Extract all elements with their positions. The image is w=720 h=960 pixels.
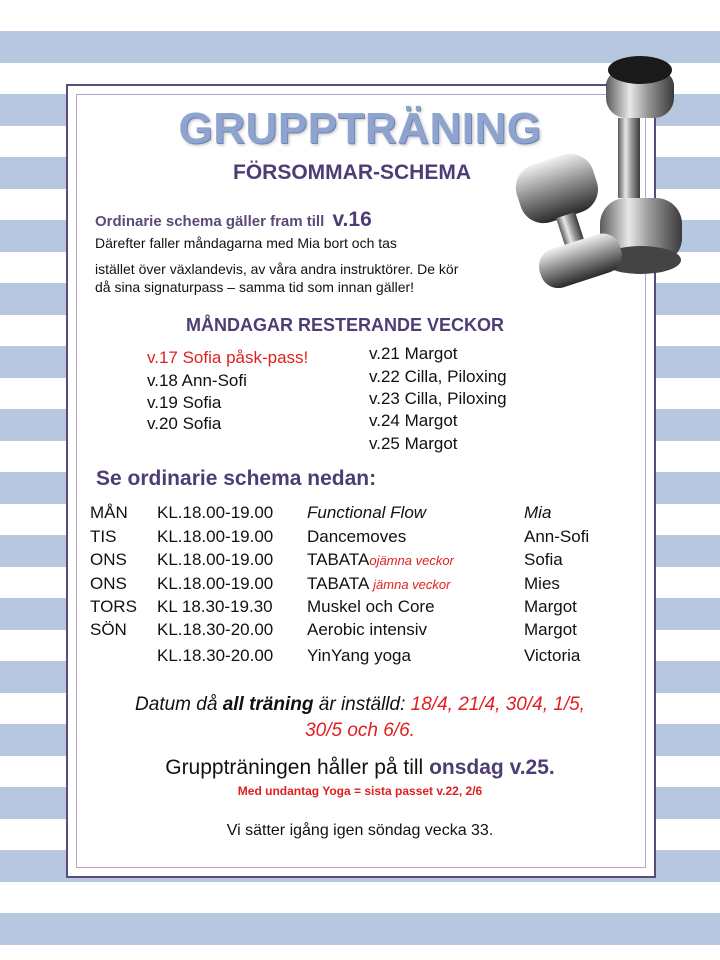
- schedule-heading: Se ordinarie schema nedan:: [96, 467, 377, 490]
- monday-left-item: v.18 Ann-Sofi: [147, 371, 247, 390]
- schedule-day: ONS: [90, 574, 127, 593]
- schedule-instructor: Margot: [524, 620, 577, 639]
- schedule-row: [0, 574, 720, 596]
- schedule-instructor: Margot: [524, 597, 577, 616]
- schedule-instructor: Mies: [524, 574, 560, 593]
- intro-line-2: istället över växlandevis, av våra andra instruktörer. De kör: [95, 261, 459, 277]
- cancelled-middle: är inställd:: [318, 694, 406, 715]
- schedule-class-note: ojämna veckor: [369, 553, 454, 568]
- monday-right-item: v.24 Margot: [369, 411, 458, 430]
- poster-title: GRUPPTRÄNING: [178, 104, 542, 153]
- schedule-row: [0, 646, 720, 668]
- schedule-class: Aerobic intensiv: [307, 620, 428, 639]
- monday-left-item: v.20 Sofia: [147, 414, 222, 433]
- schedule-class-name: TABATA: [307, 550, 370, 569]
- schedule-class: YinYang yoga: [307, 646, 411, 665]
- schedule-class: Dancemoves: [307, 527, 407, 546]
- ending-day: onsdag v.25: [429, 756, 549, 779]
- restart-note: Vi sätter igång igen söndag vecka 33.: [226, 822, 494, 839]
- ending-note: Med undantag Yoga = sista passet v.22, 2/6: [237, 784, 483, 798]
- schedule-class-note: jämna veckor: [373, 577, 451, 592]
- monday-left-item: v.19 Sofia: [147, 393, 222, 412]
- schedule-day: TIS: [90, 527, 117, 546]
- intro-week: v.16: [332, 208, 372, 231]
- dumbbells-image: [500, 48, 710, 288]
- schedule-row: [0, 527, 720, 549]
- ending-text: Gruppträningen håller på till: [165, 756, 424, 779]
- schedule-instructor: Ann-Sofi: [524, 527, 590, 546]
- cancelled-bold: all träning: [222, 694, 314, 715]
- ending-period: .: [548, 756, 555, 779]
- poster-subtitle: FÖRSOMMAR-SCHEMA: [233, 161, 471, 184]
- schedule-class: [307, 574, 450, 594]
- schedule-row: [0, 550, 720, 572]
- schedule-time: KL.18.00-19.00: [157, 574, 274, 593]
- schedule-time: KL.18.30-20.00: [157, 620, 274, 639]
- cancelled-dates-line-1: [0, 692, 720, 718]
- schedule-row: [0, 620, 720, 642]
- schedule-time: KL.18.00-19.00: [157, 503, 274, 522]
- ending-line: [0, 756, 720, 780]
- schedule-time: KL.18.00-19.00: [157, 527, 274, 546]
- schedule-time: KL.18.30-20.00: [157, 646, 274, 665]
- monday-right-item: v.21 Margot: [369, 344, 458, 363]
- cancelled-dates-1: 18/4, 21/4, 30/4, 1/5,: [410, 694, 585, 715]
- schedule-day: SÖN: [90, 620, 127, 639]
- intro-line-1: Därefter faller måndagarna med Mia bort och tas: [95, 235, 397, 251]
- schedule-class-name: TABATA: [307, 574, 369, 593]
- schedule-class: Functional Flow: [307, 503, 427, 522]
- schedule-class: Muskel och Core: [307, 597, 435, 616]
- schedule-day: ONS: [90, 550, 127, 569]
- monday-right-item: v.22 Cilla, Piloxing: [369, 367, 507, 386]
- schedule-row: [0, 597, 720, 619]
- monday-right-item: v.25 Margot: [369, 434, 458, 453]
- schedule-instructor: Victoria: [524, 646, 581, 665]
- schedule-time: KL 18.30-19.30: [157, 597, 273, 616]
- monday-left-item: v.17 Sofia påsk-pass!: [147, 348, 309, 367]
- schedule-instructor: Sofia: [524, 550, 563, 569]
- cancelled-prefix: Datum då: [135, 694, 218, 715]
- intro-line-3: då sina signaturpass – samma tid som innan gäller!: [95, 279, 415, 295]
- schedule-time: KL.18.00-19.00: [157, 550, 274, 569]
- schedule-class: [307, 550, 454, 570]
- intro-lead: [95, 208, 372, 232]
- schedule-day: TORS: [90, 597, 137, 616]
- intro-lead-text: Ordinarie schema gäller fram till: [95, 213, 325, 230]
- schedule-instructor: Mia: [524, 503, 552, 522]
- cancelled-dates-2: 30/5 och 6/6.: [305, 720, 415, 741]
- monday-right-item: v.23 Cilla, Piloxing: [369, 389, 507, 408]
- schedule-row: [0, 503, 720, 525]
- mondays-heading: MÅNDAGAR RESTERANDE VECKOR: [186, 315, 505, 335]
- schedule-day: MÅN: [90, 503, 128, 522]
